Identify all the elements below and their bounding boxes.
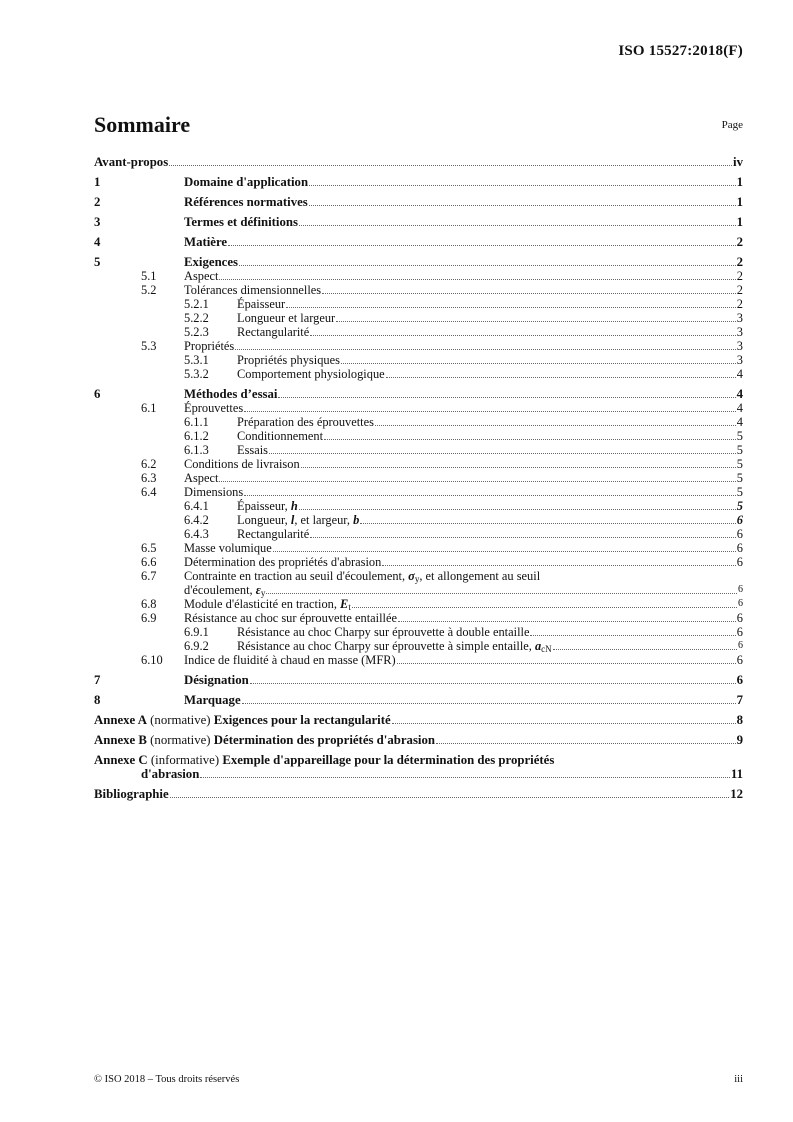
symbol-l: l (290, 513, 295, 527)
toc-entry-6-7-line2: d'écoulement, $\varepsilon_y$ 6 (184, 583, 743, 598)
symbol-E: E (340, 597, 349, 611)
dot-leader (324, 439, 736, 440)
dot-leader (436, 743, 736, 744)
dot-leader (286, 307, 736, 308)
toc-entry-5-2[interactable]: 5.2 Tolérances dimensionnelles 2 (141, 283, 743, 297)
toc-entry-5[interactable]: 5 Exigences 2 (94, 255, 743, 269)
toc-entry-6-1-1[interactable]: 6.1.1 Préparation des éprouvettes 4 (184, 415, 743, 429)
page-title: Sommaire (94, 112, 191, 137)
page-column-label: Page (721, 119, 743, 131)
dot-leader (309, 185, 736, 186)
page-number: iii (734, 1074, 743, 1085)
table-of-contents (94, 155, 743, 801)
toc-entry-6-9-2[interactable]: 6.9.2 Résistance au choc Charpy sur éprouvette à simple entaille, $a_{cN}$ 6 (184, 639, 743, 654)
toc-entry-annex-c[interactable] (94, 753, 743, 781)
dot-leader (242, 703, 736, 704)
dot-leader (169, 165, 732, 166)
toc-entry-6-8[interactable]: 6.8 Module d'élasticité en traction, $E_t$ 6 (141, 597, 743, 612)
toc-entry-annex-c-line1: Annexe C (informative) Exemple d'appareillage pour la détermination des propriétés (94, 753, 555, 767)
toc-entry-6[interactable]: 6 Méthodes d’essai 4 (94, 387, 743, 401)
toc-entry-7[interactable]: 7 Désignation 6 (94, 673, 743, 687)
dot-leader (228, 245, 735, 246)
dot-leader (235, 349, 736, 350)
toc-entry-6-7[interactable] (94, 569, 743, 597)
dot-leader (219, 481, 735, 482)
toc-entry-annex-a[interactable]: Annexe A (normative) Exigences pour la rectangularité 8 (94, 713, 743, 727)
toc-entry-5-2-3[interactable]: 5.2.3 Rectangularité 3 (184, 325, 743, 339)
toc-entry-1[interactable]: 1 Domaine d'application 1 (94, 175, 743, 189)
toc-entry-5-3-1[interactable]: 5.3.1 Propriétés physiques 3 (184, 353, 743, 367)
toc-entry-6-7-line1: 6.7 Contrainte en traction au seuil d'écoulement, $\sigma_y$, et allongement au seuil (141, 569, 541, 584)
toc-entry-6-4-3[interactable]: 6.4.3 Rectangularité 6 (184, 527, 743, 541)
dot-leader (299, 509, 736, 510)
toc-entry-6-6[interactable]: 6.6 Détermination des propriétés d'abrasion 6 (141, 555, 743, 569)
dot-leader (310, 335, 736, 336)
dot-leader (386, 377, 736, 378)
dot-leader (309, 205, 736, 206)
toc-entry-3[interactable]: 3 Termes et définitions 1 (94, 215, 743, 229)
dot-leader (273, 551, 736, 552)
dot-leader (530, 635, 735, 636)
dot-leader (397, 663, 736, 664)
dot-leader (553, 649, 737, 650)
toc-entry-6-9-1[interactable]: 6.9.1 Résistance au choc Charpy sur éprouvette à double entaille 6 (184, 625, 743, 639)
symbol-b: b (353, 513, 360, 527)
toc-entry-6-3[interactable]: 6.3 Aspect 5 (141, 471, 743, 485)
dot-leader (170, 797, 730, 798)
toc-entry-avant-propos[interactable]: Avant-propos iv (94, 155, 743, 169)
dot-leader (244, 495, 736, 496)
dot-leader (266, 593, 737, 594)
toc-entry-5-3-2[interactable]: 5.3.2 Comportement physiologique 4 (184, 367, 743, 381)
toc-entry-annex-c-line2: d'abrasion 11 (141, 767, 743, 781)
toc-entry-bibliographie[interactable]: Bibliographie 12 (94, 787, 743, 801)
dot-leader (219, 279, 735, 280)
dot-leader (200, 777, 730, 778)
symbol-epsilon: ε (255, 583, 261, 597)
dot-leader (322, 293, 736, 294)
toc-entry-5-2-1[interactable]: 5.2.1 Épaisseur 2 (184, 297, 743, 311)
toc-entry-6-2[interactable]: 6.2 Conditions de livraison 5 (141, 457, 743, 471)
copyright-notice: © ISO 2018 – Tous droits réservés (94, 1074, 240, 1085)
dot-leader (301, 467, 736, 468)
dot-leader (392, 723, 736, 724)
toc-entry-2[interactable]: 2 Références normatives 1 (94, 195, 743, 209)
toc-entry-5-1[interactable]: 5.1 Aspect 2 (141, 269, 743, 283)
document-code: ISO 15527:2018(F) (618, 43, 743, 59)
toc-entry-6-9[interactable]: 6.9 Résistance au choc sur éprouvette entaillée 6 (141, 611, 743, 625)
toc-entry-6-10[interactable]: 6.10 Indice de fluidité à chaud en masse (MFR) 6 (141, 653, 743, 667)
symbol-a: a (534, 639, 542, 653)
dot-leader (299, 225, 736, 226)
symbol-sigma: σ (408, 569, 415, 583)
toc-entry-5-3[interactable]: 5.3 Propriétés 3 (141, 339, 743, 353)
dot-leader (278, 397, 735, 398)
dot-leader (269, 453, 736, 454)
toc-entry-5-2-2[interactable]: 5.2.2 Longueur et largeur 3 (184, 311, 743, 325)
dot-leader (341, 363, 736, 364)
toc-entry-6-1-2[interactable]: 6.1.2 Conditionnement 5 (184, 429, 743, 443)
toc-entry-6-1-3[interactable]: 6.1.3 Essais 5 (184, 443, 743, 457)
dot-leader (244, 411, 736, 412)
dot-leader (352, 607, 737, 608)
dot-leader (398, 621, 736, 622)
dot-leader (375, 425, 736, 426)
symbol-h: h (290, 499, 298, 513)
dot-leader (310, 537, 736, 538)
dot-leader (239, 265, 736, 266)
toc-entry-6-4-2[interactable]: 6.4.2 Longueur, l, et largeur, b 6 (184, 513, 743, 527)
toc-entry-6-1[interactable]: 6.1 Éprouvettes 4 (141, 401, 743, 415)
toc-entry-6-5[interactable]: 6.5 Masse volumique 6 (141, 541, 743, 555)
toc-entry-4[interactable]: 4 Matière 2 (94, 235, 743, 249)
toc-entry-6-4-1[interactable]: 6.4.1 Épaisseur, h 5 (184, 499, 743, 513)
dot-leader (382, 565, 735, 566)
dot-leader (336, 321, 736, 322)
dot-leader (250, 683, 736, 684)
toc-entry-6-4[interactable]: 6.4 Dimensions 5 (141, 485, 743, 499)
toc-entry-annex-b[interactable]: Annexe B (normative) Détermination des propriétés d'abrasion 9 (94, 733, 743, 747)
toc-entry-8[interactable]: 8 Marquage 7 (94, 693, 743, 707)
dot-leader (360, 523, 735, 524)
